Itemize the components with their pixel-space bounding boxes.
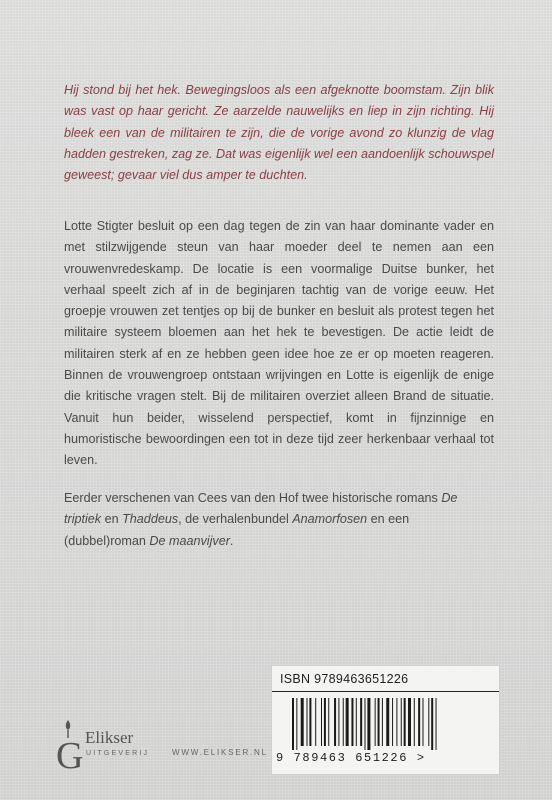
other-works-part: en xyxy=(101,512,123,527)
publisher-website: WWW.ELIKSER.NL xyxy=(172,748,268,757)
barcode-bar xyxy=(382,698,383,746)
book-title: Anamorfosen xyxy=(292,512,368,527)
barcode-bar xyxy=(338,698,339,746)
barcode-bar xyxy=(367,698,370,750)
isbn-barcode-box xyxy=(271,665,500,775)
barcode-bar xyxy=(365,698,366,750)
barcode-bar xyxy=(375,698,376,746)
barcode-bar xyxy=(328,698,329,746)
other-works-text xyxy=(64,488,494,552)
barcode-bar xyxy=(408,698,411,746)
other-works-part: . xyxy=(229,533,234,548)
barcode-bars xyxy=(290,698,482,750)
barcode-bar xyxy=(315,698,316,746)
other-works xyxy=(64,488,494,552)
barcode-bar xyxy=(301,698,304,746)
barcode-bar xyxy=(334,698,336,746)
barcode-bar xyxy=(296,698,297,750)
barcode-bar xyxy=(431,698,433,750)
publisher-subtitle: UITGEVERIJ xyxy=(86,750,150,757)
book-title: De triptiek xyxy=(64,491,458,527)
barcode-bar xyxy=(343,698,344,746)
barcode-bar xyxy=(423,698,424,746)
barcode-digits: 9 789463 651226 > xyxy=(276,751,426,765)
barcode-bar xyxy=(414,698,415,746)
barcode-bar xyxy=(351,698,353,746)
barcode-bar xyxy=(292,698,294,750)
barcode-bar xyxy=(436,698,437,750)
barcode-bar xyxy=(360,698,362,746)
isbn-divider xyxy=(272,691,499,692)
other-works-part: en een (dubbel)roman xyxy=(64,512,410,548)
book-title: De maanvijver xyxy=(149,533,230,548)
barcode-bar xyxy=(378,698,380,746)
barcode-bar xyxy=(356,698,357,746)
publisher-logo-icon xyxy=(56,716,86,776)
book-title: Thaddeus xyxy=(122,512,179,527)
logo-letter: G xyxy=(56,735,84,776)
barcode-bar xyxy=(396,698,397,746)
barcode-bar xyxy=(401,698,402,746)
other-works-part: , de verhalenbundel xyxy=(178,512,293,527)
barcode-bar xyxy=(346,698,349,746)
barcode-bar xyxy=(392,698,393,746)
barcode-bar xyxy=(309,698,311,746)
quote-text: Hij stond bij het hek. Bewegingsloos als een afgeknotte boomstam. Zijn blik was vast op haar gericht. Ze aarzelde nauwelijks en liep in zijn richting. Hij bleek een van de militairen te zijn, die de vorige avond zo klunzig de vlag hadden gestreken, zag ze. Dat was eigenlijk wel een aandoenlijk schouwspel geweest; gevaar viel dus amper te duchten. xyxy=(64,83,494,183)
barcode-bar xyxy=(404,698,406,746)
publisher-name: Elikser xyxy=(85,728,134,747)
barcode-bar xyxy=(321,698,322,746)
barcode-bar xyxy=(386,698,389,746)
blurb-text: Lotte Stigter besluit op een dag tegen de zin van haar dominante vader en met stilzwijgende steun van haar moeder deel te nemen aan een vrouwenvredeskamp. De locatie is een voormalige Duitse bunker, het verhaal speelt zich af in de beginjaren tachtig van de vorige eeuw. Het groepje vrouwen zet tentjes op bij de bunker en besluit als protest tegen het militaire systeem bloemen aan het hek te bevestigen. De actie leidt de militairen sterk af en ze hebben geen idee hoe ze er op moeten reageren. Binnen de vrouwengroep ontstaan wrijvingen en Lotte is eigenlijk de enige die kritische vragen stelt. Bij de militairen overziet alleen Brand de situatie. Vanuit hun beider, wisselend perspectief, komt in fijnzinnige en humoristische bewoordingen een tot in deze tijd zeer herkenbaar verhaal tot leven. xyxy=(64,219,494,468)
barcode-bar xyxy=(418,698,420,746)
other-works-part: Eerder verschenen van Cees van den Hof twee historische romans xyxy=(64,491,442,505)
quote-excerpt xyxy=(64,80,494,186)
barcode-bar xyxy=(324,698,326,746)
book-blurb xyxy=(64,216,494,472)
isbn-label: ISBN 9789463651226 xyxy=(280,672,409,686)
barcode-bar xyxy=(307,698,308,746)
barcode-bar xyxy=(428,698,429,746)
